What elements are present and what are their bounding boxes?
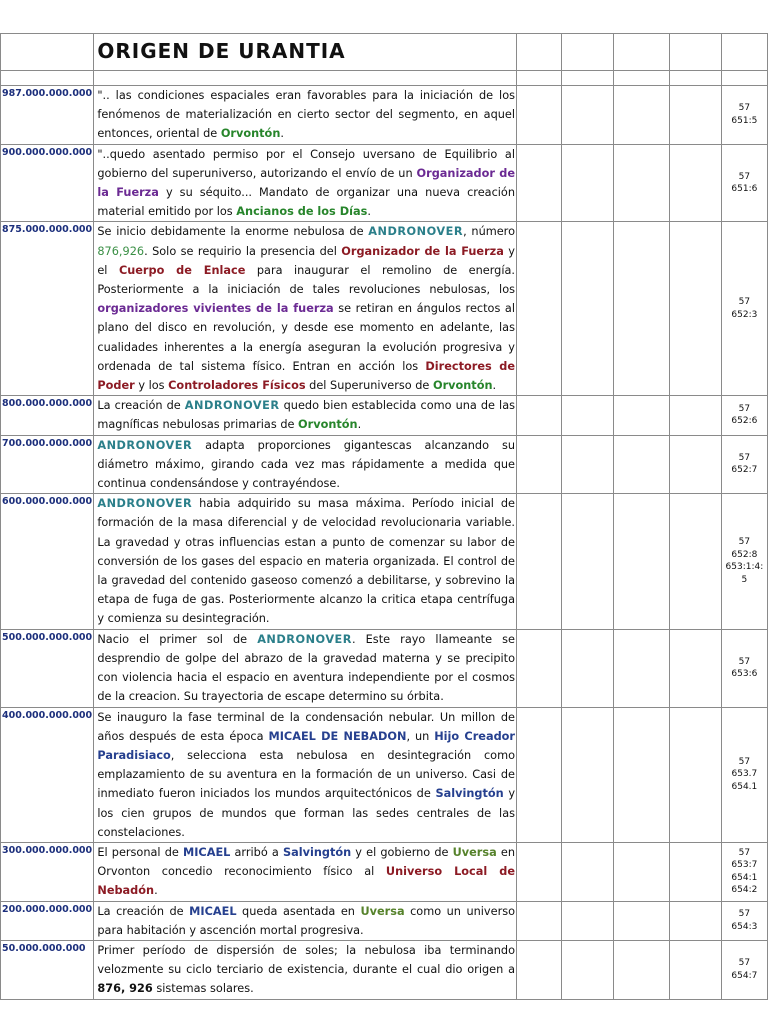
reference-cell[interactable] [721,86,767,145]
reference-cell[interactable] [721,707,767,842]
empty-cell[interactable] [1,71,94,86]
table-row [1,396,768,435]
reference-number: 57 [738,909,751,920]
empty-cell[interactable] [614,86,669,145]
reference-cell[interactable] [721,842,767,901]
empty-cell[interactable] [562,222,614,396]
empty-cell[interactable] [614,435,669,494]
text-run: se retiran en ángulos rectos al plano del disco en revolución, y desde ese momento en adelante, las cualidades inherentes a la energía aseguran la evolución progresiva y ordenada de tal sistema físico. Entran en acción los [97,302,515,373]
reference-number: 57 [738,452,751,463]
empty-cell[interactable] [614,71,669,86]
event-cell[interactable] [94,86,517,145]
text-run: Primer período de dispersión de soles; la nebulosa iba terminando velozmente su ciclo terciario de existencia, durante el cual dio origen a [97,943,515,977]
empty-cell[interactable] [614,34,669,71]
highlight-term: MICAEL DE NEBADON [268,729,407,743]
text-run: ".. las condiciones espaciales eran favorables para la iniciación de los fenómenos de materialización en cierto sector del segmento, en aquel entonces, oriental de [97,89,515,141]
date-label: 900.000.000.000 [2,146,93,158]
empty-cell[interactable] [517,940,562,999]
text-run: La creación de [97,399,185,413]
empty-cell[interactable] [614,396,669,435]
table-row [1,222,768,396]
date-cell[interactable] [1,901,94,940]
empty-cell[interactable] [517,435,562,494]
date-cell[interactable] [1,222,94,396]
empty-cell[interactable] [614,222,669,396]
table-row [1,901,768,940]
reference-number: 5 [741,574,748,585]
highlight-term: Universo Local de Nebadón [97,865,515,898]
table-row [1,144,768,222]
text-run: arribó a [230,845,283,859]
highlight-term: Organizador de la Fuerza [97,166,515,200]
reference-number: 654:2 [731,885,758,896]
reference-number: 654.1 [731,781,758,792]
empty-cell[interactable] [669,435,721,494]
reference-number: 57 [738,756,751,767]
event-cell[interactable] [94,435,517,494]
text-run: adapta proporciones gigantescas alcanzando su diámetro máximo, girando cada vez mas rápidamente a medida que continua condensándose y contrayéndose. [97,438,515,491]
date-cell[interactable] [1,842,94,901]
text-run: La creación de [97,904,190,918]
event-text [94,396,516,434]
highlight-term: Salvingtón [282,845,352,859]
empty-cell[interactable] [562,940,614,999]
highlight-term: Cuerpo de Enlace [118,263,246,277]
empty-cell[interactable] [517,707,562,842]
empty-cell[interactable] [562,629,614,707]
highlight-term: Hijo Creador Paradisiaco [97,729,515,762]
date-cell[interactable] [1,396,94,435]
reference-number: 651:6 [731,184,758,195]
reference-number: 652:7 [731,465,758,476]
table-row [1,707,768,842]
empty-cell[interactable] [669,494,721,629]
empty-cell[interactable] [517,222,562,396]
event-cell[interactable] [94,144,517,222]
event-cell[interactable] [94,707,517,842]
text-run: Nacio el primer sol de [97,632,258,646]
date-label: 700.000.000.000 [2,437,93,449]
event-text [94,86,516,144]
table-row [1,494,768,629]
text-run: . [357,418,362,432]
empty-cell[interactable] [1,34,94,71]
empty-cell[interactable] [562,71,614,86]
reference-cell[interactable] [721,940,767,999]
highlight-term: ANDRONOVER [184,399,280,413]
highlight-term: MICAEL [189,904,237,918]
empty-cell[interactable] [669,629,721,707]
reference-number: 57 [738,103,751,114]
date-label: 800.000.000.000 [2,398,93,410]
page-title: ORIGEN DE URANTIA [97,39,346,63]
empty-cell[interactable] [614,842,669,901]
text-run: y el gobierno de [351,845,453,859]
date-cell[interactable] [1,494,94,629]
empty-cell[interactable] [562,396,614,435]
text-run: . [492,379,497,393]
highlight-term: ANDRONOVER [97,497,193,511]
reference-number: 57 [738,537,751,548]
reference-cell[interactable] [721,901,767,940]
empty-cell[interactable] [669,901,721,940]
event-cell[interactable] [94,629,517,707]
highlight-term: Ancianos de los Días [236,205,368,219]
reference-cell[interactable] [721,435,767,494]
event-text [94,708,516,842]
title-cell[interactable] [94,34,517,71]
empty-cell[interactable] [562,34,614,71]
empty-cell[interactable] [562,842,614,901]
empty-cell[interactable] [614,144,669,222]
empty-cell[interactable] [517,86,562,145]
empty-cell[interactable] [669,222,721,396]
empty-cell[interactable] [562,901,614,940]
empty-cell[interactable] [517,144,562,222]
date-cell[interactable] [1,629,94,707]
highlight-term: organizadores vivientes de la fuerza [97,302,334,316]
date-label: 500.000.000.000 [2,631,93,643]
reference-number: 654:3 [731,921,758,932]
reference-number: 653:6 [731,669,758,680]
reference-cell[interactable] [721,629,767,707]
date-label: 987.000.000.000 [2,88,93,99]
event-text [94,941,516,999]
date-cell[interactable] [1,940,94,999]
reference-number: 57 [738,171,751,182]
reference-number: 653.7 [731,769,758,780]
reference-number: 653:1:4: [725,562,764,573]
empty-cell[interactable] [669,396,721,435]
event-text [94,630,516,707]
text-run: . Solo se requirio la presencia del [144,244,342,258]
reference-number: 57 [738,847,751,858]
table-row [1,940,768,999]
text-run: y su séquito... Mandato de organizar una nueva creación material emitido por los [97,186,515,219]
text-run: del Superuniverso de [305,379,433,393]
text-run: queda asentada en [236,904,361,918]
empty-cell[interactable] [562,86,614,145]
highlight-term: Salvingtón [435,787,504,801]
table-row [1,629,768,707]
text-run: . Este rayo llameante se desprendio de golpe del abrazo de la gravedad materna y se precipito con violencia hacia el espacio en aventura independiente por el cosmos de la creacion. Su trayectoria de escape determino su órbita. [97,632,515,704]
highlight-term: Orvontón [220,127,281,141]
reference-number: 57 [738,297,751,308]
empty-cell[interactable] [721,34,767,71]
event-text [94,145,516,222]
date-label: 875.000.000.000 [2,224,93,236]
highlight-term: Uversa [360,904,405,918]
empty-cell[interactable] [94,71,517,86]
empty-cell[interactable] [614,629,669,707]
spacer-row [1,71,768,86]
reference-number: 652:3 [731,309,758,320]
date-label: 600.000.000.000 [2,496,93,508]
empty-cell[interactable] [614,707,669,842]
event-cell[interactable] [94,842,517,901]
highlight-term: Orvontón [432,379,493,393]
text-run: y el [97,244,515,277]
empty-cell[interactable] [517,901,562,940]
empty-cell[interactable] [614,940,669,999]
date-label: 50.000.000.000 [2,942,86,954]
event-text [94,843,516,901]
date-cell[interactable] [1,86,94,145]
text-run: , un [406,729,435,743]
empty-cell[interactable] [614,494,669,629]
reference-number: 654:7 [731,970,758,981]
empty-cell[interactable] [562,494,614,629]
date-cell[interactable] [1,435,94,494]
highlight-term: 876,926 [97,244,145,258]
text-run: como un universo para habitación y ascención mortal progresiva. [97,904,516,937]
text-run: . [154,884,158,898]
table-row [1,86,768,145]
highlight-term: ANDRONOVER [368,225,464,239]
text-run: Se inauguro la fase terminal de la condensación nebular. Un millon de años después de esta época [97,710,515,743]
empty-cell[interactable] [669,940,721,999]
date-cell[interactable] [1,144,94,222]
event-text [94,902,516,940]
empty-cell[interactable] [562,435,614,494]
text-run: . [367,205,371,219]
empty-cell[interactable] [669,34,721,71]
reference-cell[interactable] [721,144,767,222]
reference-number: 57 [738,403,751,414]
highlight-term: Uversa [452,845,497,859]
empty-cell[interactable] [517,34,562,71]
empty-cell[interactable] [517,842,562,901]
empty-cell[interactable] [669,71,721,86]
table-row [1,842,768,901]
highlight-term: Organizador de la Fuerza [341,244,504,258]
event-cell[interactable] [94,494,517,629]
empty-cell[interactable] [517,629,562,707]
reference-number: 57 [738,656,751,667]
text-run: , selecciona esta nebulosa en desintegración como emplazamiento de su aventura en la formación de un universo. Casi de inmediato fueron iniciados los mundos arquitectónicos de [97,748,515,801]
empty-cell[interactable] [614,901,669,940]
empty-cell[interactable] [721,71,767,86]
text-run: sistemas solares. [152,982,254,996]
date-cell[interactable] [1,707,94,842]
empty-cell[interactable] [669,86,721,145]
empty-cell[interactable] [517,71,562,86]
text-run: habia adquirido su masa máxima. Período inicial de formación de la masa diferencial y de velocidad revolucionaria variable. La gravedad y otras influencias estan a punto de comenzar su labor de conversión de los gases del espacio en materia organizada. El control de la gravedad del contenido gaseoso comenzó a debilitarse, y sobrevino la etapa de fuga de gas. Posteriormente alcanzo la critica etapa centrífuga y comienza su desintegración. [97,497,515,626]
empty-cell[interactable] [517,396,562,435]
reference-cell[interactable] [721,494,767,629]
text-run: y los cien grupos de mundos que forman las sedes centrales de las constelaciones. [97,787,515,839]
highlight-term: ANDRONOVER [257,632,352,646]
table-row [1,435,768,494]
highlight-term: Orvontón [298,418,358,432]
event-cell[interactable] [94,901,517,940]
text-run: . [280,127,284,141]
event-text [94,494,516,628]
reference-number: 652:6 [731,416,758,427]
empty-cell[interactable] [669,144,721,222]
empty-cell[interactable] [562,144,614,222]
reference-cell[interactable] [721,222,767,396]
reference-cell[interactable] [721,396,767,435]
reference-number: 653:7 [731,860,758,871]
text-run: quedo bien establecida como una de las magníficas nebulosas primarias de [97,399,515,432]
reference-number: 57 [738,958,751,969]
highlight-term: MICAEL [182,845,231,859]
highlight-term: ANDRONOVER [97,438,193,452]
text-run: Se inicio debidamente la enorme nebulosa de [97,225,369,239]
title-row [1,34,768,71]
event-text [94,436,516,494]
highlight-term: 876, 926 [97,982,153,996]
highlight-term: Directores de Poder [97,359,515,393]
date-label: 200.000.000.000 [2,903,93,915]
event-cell[interactable] [94,222,517,396]
empty-cell[interactable] [517,494,562,629]
text-run: en Orvonton concedio reconocimiento físico al [97,845,515,879]
text-run: y los [134,379,169,393]
event-cell[interactable] [94,940,517,999]
reference-number: 654:1 [731,872,758,883]
empty-cell[interactable] [669,842,721,901]
timeline-table [0,33,768,1000]
date-label: 400.000.000.000 [2,709,93,721]
text-run: "..quedo asentado permiso por el Consejo uversano de Equilibrio al gobierno del superuniverso, autorizando el envío de un [97,147,515,180]
empty-cell[interactable] [669,707,721,842]
table-body [1,34,768,1000]
highlight-term: Controladores Físicos [168,379,306,393]
event-text [94,222,516,395]
reference-number: 651:5 [731,115,758,126]
date-label: 300.000.000.000 [2,844,93,856]
text-run: , número [463,225,515,239]
text-run: El personal de [97,845,183,859]
reference-number: 652:8 [731,549,758,560]
event-cell[interactable] [94,396,517,435]
empty-cell[interactable] [562,707,614,842]
text-run: para inaugurar el remolino de energía. Posteriormente a la iniciación de tales revoluciones nebulosas, los [97,263,515,297]
spreadsheet [0,33,768,1000]
